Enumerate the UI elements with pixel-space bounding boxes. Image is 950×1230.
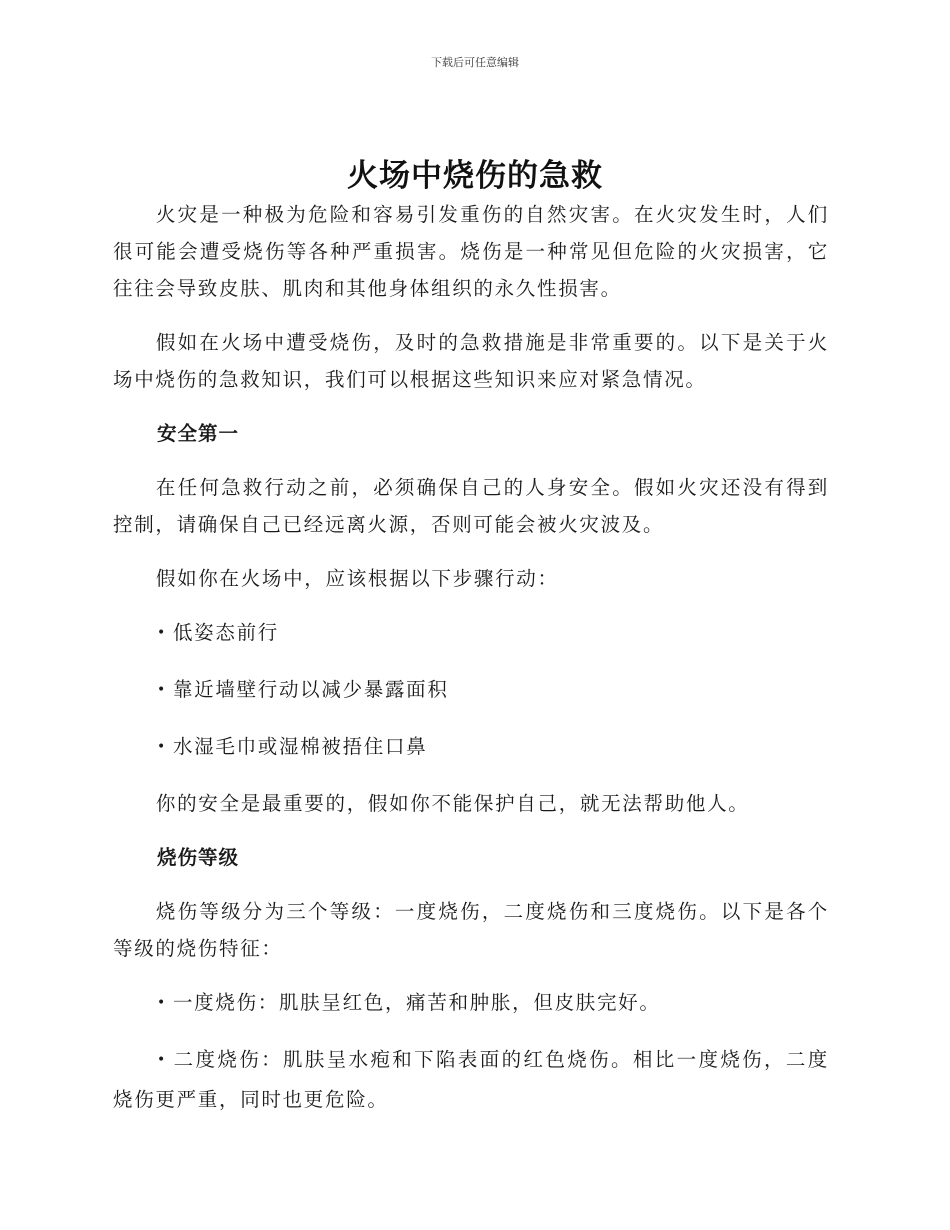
list-item xyxy=(113,671,829,711)
bullet-icon: • xyxy=(157,682,167,698)
safety-paragraph-1: 在任何急救行动之前，必须确保自己的人身安全。假如火灾还没有得到控制，请确保自己已经远离火源，否则可能会被火灾波及。 xyxy=(113,476,829,536)
intro-paragraph-2: 假如在火场中遭受烧伤，及时的急救措施是非常重要的。以下是关于火场中烧伤的急救知识，我们可以根据这些知识来应对紧急情况。 xyxy=(113,331,829,391)
section-heading-safety: 安全第一 xyxy=(157,422,240,445)
safety-paragraph-2: 假如你在火场中，应该根据以下步骤行动： xyxy=(155,567,559,590)
bullet-icon: • xyxy=(157,625,167,641)
header-note: 下载后可任意编辑 xyxy=(431,56,519,69)
document-body xyxy=(113,196,829,1135)
bullet-icon: • xyxy=(157,739,167,755)
bullet-icon: • xyxy=(157,995,167,1011)
list-item-text: 二度烧伤：肌肤呈水疱和下陷表面的红色烧伤。相比一度烧伤，二度烧伤更严重，同时也更危险。 xyxy=(113,1048,829,1111)
bullet-icon: • xyxy=(157,1052,167,1068)
list-item xyxy=(113,984,829,1024)
section-heading-burn-levels: 烧伤等级 xyxy=(157,846,240,869)
burn-levels-paragraph-1: 烧伤等级分为三个等级：一度烧伤，二度烧伤和三度烧伤。以下是各个等级的烧伤特征： xyxy=(113,900,829,960)
list-item-text: 低姿态前行 xyxy=(172,621,279,644)
list-item xyxy=(113,728,829,768)
list-item-text: 一度烧伤：肌肤呈红色，痛苦和肿胀，但皮肤完好。 xyxy=(172,991,661,1014)
list-item xyxy=(113,1041,829,1118)
list-item xyxy=(113,614,829,654)
list-item-text: 靠近墙壁行动以减少暴露面积 xyxy=(172,678,449,701)
intro-paragraph-1: 火灾是一种极为危险和容易引发重伤的自然灾害。在火灾发生时，人们很可能会遭受烧伤等各种严重损害。烧伤是一种常见但危险的火灾损害，它往往会导致皮肤、肌肉和其他身体组织的永久性损害。 xyxy=(113,203,829,300)
document-title: 火场中烧伤的急救 xyxy=(347,158,603,194)
safety-paragraph-3: 你的安全是最重要的，假如你不能保护自己，就无法帮助他人。 xyxy=(155,792,750,815)
list-item-text: 水湿毛巾或湿棉被捂住口鼻 xyxy=(172,735,428,758)
